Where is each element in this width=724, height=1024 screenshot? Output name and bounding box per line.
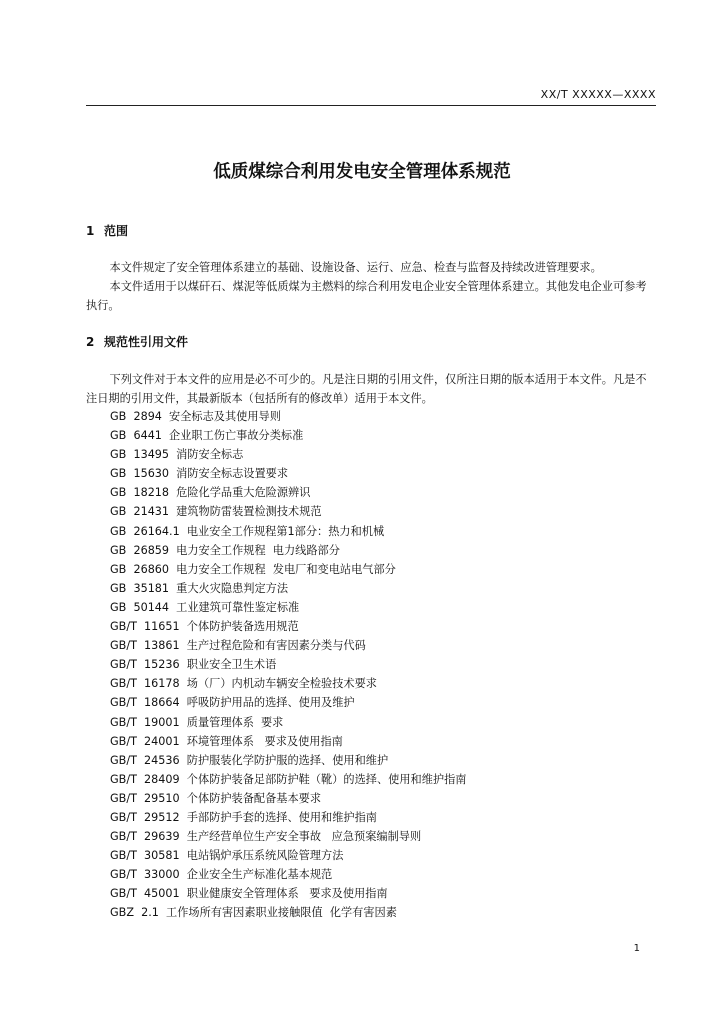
reference-item: GB/T 15236 职业安全卫生术语 (110, 658, 277, 672)
reference-item: GB 35181 重大火灾隐患判定方法 (110, 581, 289, 595)
reference-item: GB/T 24536 防护服装化学防护服的选择、使用和维护 (110, 753, 389, 767)
reference-item: GB 18218 危险化学品重大危险源辨识 (110, 486, 311, 500)
reference-item: GB/T 45001 职业健康安全管理体系 要求及使用指南 (110, 887, 388, 901)
reference-item: GB 50144 工业建筑可靠性鉴定标准 (110, 600, 300, 614)
reference-item: GB/T 16178 场（厂）内机动车辆安全检验技术要求 (110, 677, 377, 691)
reference-item: GB/T 18664 呼吸防护用品的选择、使用及维护 (110, 696, 355, 710)
section-title: 规范性引用文件 (104, 335, 189, 349)
section-1-paragraph-2: 本文件适用于以煤矸石、煤泥等低质煤为主燃料的综合利用发电企业安全管理体系建立。其他发电企业可参考执行。 (86, 280, 647, 312)
reference-item: GB 13495 消防安全标志 (110, 448, 244, 462)
reference-item: GB/T 11651 个体防护装备选用规范 (110, 620, 299, 634)
section-2-paragraph-1: 下列文件对于本文件的应用是必不可少的。凡是注日期的引用文件，仅所注日期的版本适用于本文件。凡是不注日期的引用文件，其最新版本（包括所有的修改单）适用于本文件。 (86, 373, 647, 405)
reference-item: GB 26860 电力安全工作规程 发电厂和变电站电气部分 (110, 562, 396, 576)
reference-item: GB/T 19001 质量管理体系 要求 (110, 715, 284, 729)
reference-list (110, 407, 466, 923)
reference-item: GB 2894 安全标志及其使用导则 (110, 410, 281, 423)
section-title: 范围 (104, 224, 129, 238)
header-rule (86, 105, 656, 106)
section-1-heading (86, 222, 128, 239)
reference-item: GB 26164.1 电业安全工作规程第1部分：热力和机械 (110, 524, 385, 538)
reference-item: GB/T 30581 电站锅炉承压系统风险管理方法 (110, 849, 344, 863)
reference-item: GB/T 28409 个体防护装备足部防护鞋（靴）的选择、使用和维护指南 (110, 772, 467, 786)
reference-item: GB 6441 企业职工伤亡事故分类标准 (110, 429, 304, 443)
document-title: 低质煤综合利用发电安全管理体系规范 (213, 162, 511, 182)
page-number: 1 (633, 943, 640, 954)
document-code: XX/T XXXXX—XXXX (540, 88, 656, 101)
section-1-paragraph-1: 本文件规定了安全管理体系建立的基础、设施设备、运行、应急、检查与监督及持续改进管理要求。 (109, 261, 602, 274)
reference-item: GB/T 33000 企业安全生产标准化基本规范 (110, 868, 333, 882)
reference-item: GB/T 24001 环境管理体系 要求及使用指南 (110, 734, 343, 748)
section-2-heading (86, 333, 188, 350)
reference-item: GB/T 29512 手部防护手套的选择、使用和维护指南 (110, 810, 377, 824)
reference-item: GB 26859 电力安全工作规程 电力线路部分 (110, 543, 340, 557)
reference-item: GBZ 2.1 工作场所有害因素职业接触限值 化学有害因素 (110, 906, 397, 920)
reference-item: GB/T 29510 个体防护装备配备基本要求 (110, 791, 322, 805)
section-number: 1 (86, 224, 95, 238)
reference-item: GB/T 29639 生产经营单位生产安全事故 应急预案编制导则 (110, 830, 422, 844)
reference-item: GB 21431 建筑物防雷装置检测技术规范 (110, 505, 322, 519)
reference-item: GB/T 13861 生产过程危险和有害因素分类与代码 (110, 639, 366, 653)
reference-item: GB 15630 消防安全标志设置要求 (110, 467, 289, 481)
section-number: 2 (86, 335, 95, 349)
